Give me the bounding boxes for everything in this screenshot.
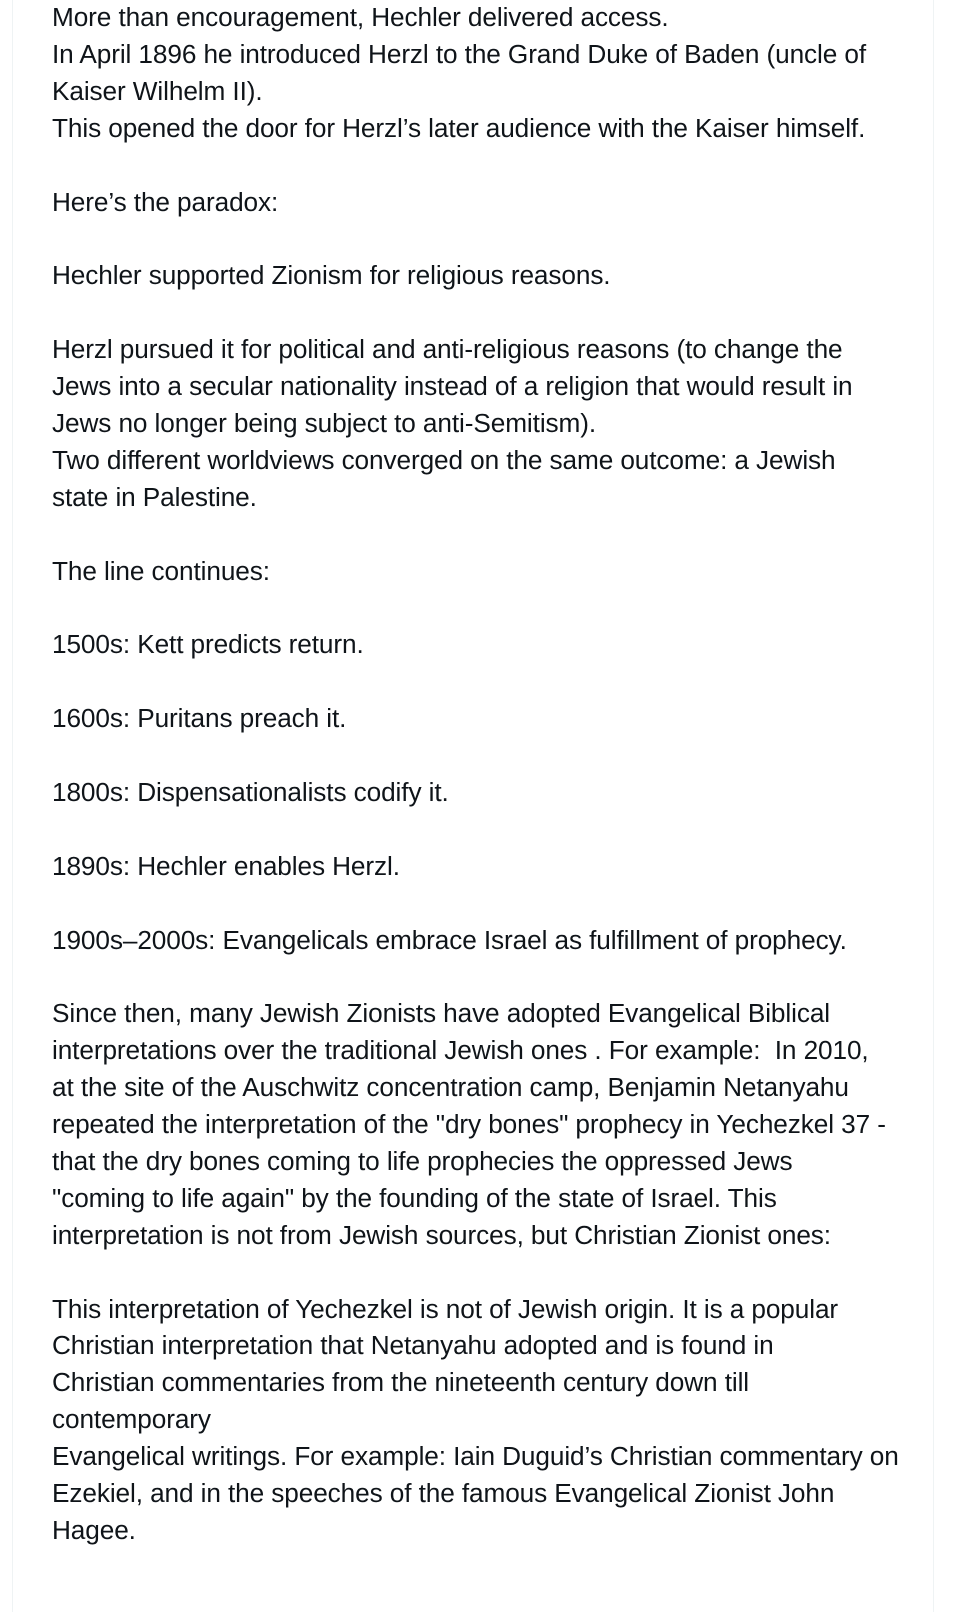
post-text-line: 1600s: Puritans preach it. [52,703,347,734]
post-text-line: Kaiser Wilhelm II). [52,75,263,106]
post-text-line: In April 1896 he introduced Herzl to the Grand Duke of Baden (uncle of [52,38,867,69]
post-text-body [52,0,942,1586]
post-paragraph [52,626,942,663]
post-paragraph [52,1291,942,1549]
post-text-line: Hagee. [52,1514,136,1545]
post-text-line: 1900s–2000s: Evangelicals embrace Israel as fulfillment of prophecy. [52,924,847,955]
post-text-line: Jews no longer being subject to anti-Semitism). [52,407,597,438]
post-paragraph [52,848,942,885]
post-paragraph [52,553,942,590]
post-text-line: at the site of the Auschwitz concentration camp, Benjamin Netanyahu [52,1072,849,1103]
post-text-line: repeated the interpretation of the "dry bones" prophecy in Yechezkel 37 - [52,1109,886,1140]
post-paragraph [52,995,942,1253]
post-text-line: interpretations over the traditional Jewish ones . For example: In 2010, [52,1035,869,1066]
post-paragraph [52,774,942,811]
post-text-line: 1800s: Dispensationalists codify it. [52,776,449,807]
post-text-line: contemporary [52,1404,211,1435]
post-text-line: More than encouragement, Hechler delivered access. [52,2,669,32]
post-text-line: Jews into a secular nationality instead of a religion that would result in [52,371,853,402]
post-text-line: 1890s: Hechler enables Herzl. [52,850,400,881]
post-text-line: This interpretation of Yechezkel is not of Jewish origin. It is a popular [52,1293,839,1324]
post-text-line: state in Palestine. [52,481,257,512]
post-text-line: Evangelical writings. For example: Iain Duguid’s Christian commentary on [52,1441,899,1472]
post-text-line: interpretation is not from Jewish sources, but Christian Zionist ones: [52,1219,831,1250]
post-text-line: "coming to life again" by the founding of the state of Israel. This [52,1182,777,1213]
post-text-line: The line continues: [52,555,270,586]
post-text-line: Hechler supported Zionism for religious reasons. [52,260,611,291]
post-text-line: Christian commentaries from the nineteenth century down till [52,1367,750,1398]
post-text-line: Here’s the paradox: [52,186,279,217]
post-text-line: that the dry bones coming to life prophecies the oppressed Jews [52,1145,793,1176]
post-paragraph [52,184,942,221]
post-text-line: Christian interpretation that Netanyahu adopted and is found in [52,1330,774,1361]
post-text-line: This opened the door for Herzl’s later audience with the Kaiser himself. [52,112,866,143]
post-text-line: Two different worldviews converged on the same outcome: a Jewish [52,444,836,475]
post-paragraph [52,331,942,516]
post-paragraph [52,0,942,147]
post-container [12,0,934,1612]
post-paragraph [52,700,942,737]
post-paragraph [52,257,942,294]
post-text-line: Ezekiel, and in the speeches of the famous Evangelical Zionist John [52,1478,835,1509]
post-paragraph [52,922,942,959]
post-text-line: Since then, many Jewish Zionists have adopted Evangelical Biblical [52,998,831,1029]
post-text-line: 1500s: Kett predicts return. [52,629,364,660]
post-text-line: Herzl pursued it for political and anti-religious reasons (to change the [52,334,843,365]
